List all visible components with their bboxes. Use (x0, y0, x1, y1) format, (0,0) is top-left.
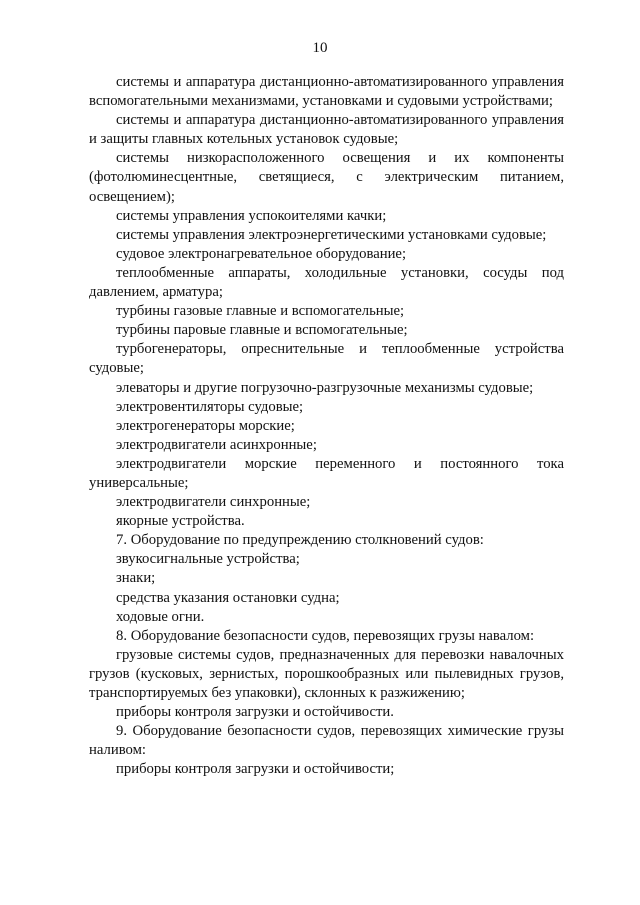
paragraph: ходовые огни. (116, 608, 205, 625)
paragraph: турбины паровые главные и вспомогательные; (116, 322, 408, 339)
paragraph: судовое электронагревательное оборудование; (116, 245, 407, 262)
paragraph: электродвигатели асинхронные; (116, 436, 317, 453)
paragraph: приборы контроля загрузки и остойчивости. (116, 704, 394, 721)
paragraph: системы и аппаратура дистанционно-автоматизированного управления и защиты главных котельных установок судовые; (89, 112, 564, 148)
paragraph: турбины газовые главные и вспомогательные; (116, 303, 405, 320)
paragraph: системы и аппаратура дистанционно-автоматизированного управления вспомогательными механизмами, установками и судовыми устройствами; (89, 74, 564, 110)
section-heading: 8. Оборудование безопасности судов, перевозящих грузы навалом: (116, 627, 535, 644)
paragraph: теплообменные аппараты, холодильные установки, сосуды под давлением, арматура; (89, 264, 564, 301)
paragraph: системы управления электроэнергетическими установками судовые; (116, 226, 547, 243)
paragraph: приборы контроля загрузки и остойчивости; (116, 761, 395, 778)
paragraph: грузовые системы судов, предназначенных для перевозки навалочных грузов (кусковых, зернистых, порошкообразных или пылевидных грузов, транспортируемых без упаковки), склонных к разжижению; (89, 646, 564, 701)
paragraph: турбогенераторы, опреснительные и теплообменные устройства судовые; (89, 341, 564, 377)
paragraph: звукосигнальные устройства; (116, 551, 300, 568)
paragraph: электродвигатели морские переменного и постоянного тока универсальные; (89, 455, 564, 491)
paragraph: знаки; (116, 570, 156, 587)
page-number: 10 (312, 40, 328, 56)
section-heading: 9. Оборудование безопасности судов, перевозящих химические грузы наливом: (89, 723, 564, 759)
paragraph: элеваторы и другие погрузочно-разгрузочные механизмы судовые; (116, 379, 534, 396)
paragraph: системы управления успокоителями качки; (116, 207, 387, 224)
paragraph: средства указания остановки судна; (116, 589, 340, 606)
paragraph: электрогенераторы морские; (116, 417, 295, 434)
paragraph: якорные устройства. (116, 513, 245, 530)
paragraph: системы низкорасположенного освещения и их компоненты (фотолюминесцентные, светящиеся, с электрическим питанием, освещением); (89, 150, 564, 205)
section-heading: 7. Оборудование по предупреждению столкновений судов: (116, 532, 484, 549)
paragraph: электровентиляторы судовые; (116, 398, 304, 415)
document-body (89, 73, 564, 779)
paragraph: электродвигатели синхронные; (116, 494, 311, 511)
